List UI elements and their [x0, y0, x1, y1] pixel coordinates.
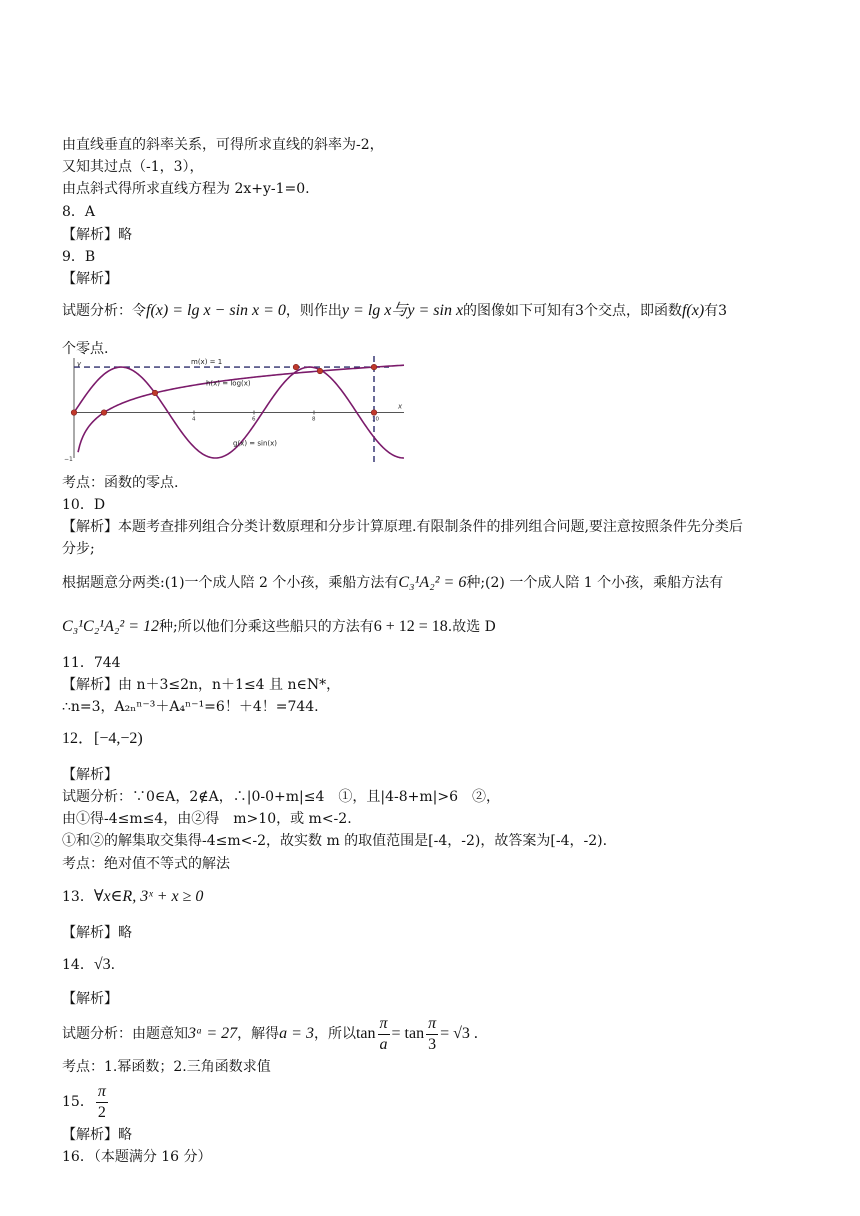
analysis-13: 【解析】略: [62, 925, 132, 941]
analysis-8: 【解析】略: [62, 227, 132, 243]
equation: a = 3: [279, 1025, 314, 1042]
answer-11: 11．744: [62, 655, 121, 671]
equation: ∀x∈R, 3ˣ + x ≥ 0: [93, 888, 204, 905]
text-segment: .: [110, 957, 116, 973]
text-segment: .故选 D: [447, 619, 496, 635]
equation: 6 + 12 = 18: [373, 618, 448, 635]
analysis-12-text: 由①得-4≤m≤4，由②得 m>10，或 m<-2.: [62, 811, 352, 827]
text-segment: 有3: [704, 303, 728, 319]
analysis-10: 【解析】本题考查排列组合分类计数原理和分步计算原理.有限制条件的排列组合问题,要注意按照条件先分类后: [62, 519, 743, 535]
keypoint-14: 考点：1.幂函数；2.三角函数求值: [62, 1059, 271, 1075]
text-segment: 试题分析：由题意知: [62, 1026, 188, 1042]
series-label-h: h(x) = log(x): [206, 379, 251, 388]
fraction: [96, 1082, 108, 1123]
series-label-g: g(x) = sin(x): [233, 439, 277, 448]
equation: tan: [355, 1025, 376, 1042]
intersection-point: [101, 410, 107, 416]
denominator: 3: [428, 1035, 437, 1053]
denominator: 2: [97, 1103, 106, 1121]
equation: C₃¹A₂² = 6: [398, 574, 467, 591]
analysis-12-text: ①和②的解集取交集得-4≤m<-2，故实数 m 的取值范围是[-4，-2)，故答案为[-4，-2).: [62, 833, 608, 849]
analysis-9-text-2: 个零点.: [62, 341, 109, 357]
intersection-point: [293, 364, 299, 370]
numerator: π: [96, 1082, 108, 1103]
analysis-9-text: [62, 302, 727, 320]
answer-13: [62, 888, 203, 906]
y-tick-label: −1: [64, 456, 73, 463]
analysis-12-text: 试题分析：∵0∈A，2∉A，∴|0-0+m|≤4 ①，且|4-8+m|>6 ②，: [62, 789, 501, 805]
analysis-10-cont: 分步;: [62, 541, 95, 557]
fraction: [426, 1014, 438, 1055]
text-line: 又知其过点（-1，3），: [62, 159, 204, 175]
text-segment: 13．: [62, 889, 94, 905]
intersection-point: [152, 390, 158, 396]
text-segment: ，所以: [313, 1026, 356, 1042]
analysis-14-text: [62, 1012, 478, 1056]
y-axis-label: y: [77, 360, 82, 368]
series-label-m: m(x) = 1: [191, 358, 223, 367]
keypoint-9: 考点：函数的零点.: [62, 475, 179, 491]
text-segment: 试题分析：令: [62, 303, 146, 319]
fraction: [378, 1014, 390, 1055]
text-segment: 15．: [62, 1094, 94, 1110]
denominator: a: [379, 1035, 388, 1053]
text-segment: 种;所以他们分乘这些船只的方法有: [159, 619, 374, 635]
text-segment: ，解得: [237, 1026, 280, 1042]
equation: f(x) = lg x − sin x = 0: [146, 302, 286, 319]
text-segment: 根据题意分两类:(1)一个成人陪 2 个小孩，乘船方法有: [62, 575, 399, 591]
x-tick-label: 8: [312, 416, 316, 423]
answer-14: [62, 956, 115, 974]
x-tick-label: 4: [192, 416, 196, 423]
x-tick-label: 10: [372, 416, 379, 423]
analysis-11-result: ∴n=3，A₂ₙⁿ⁻³＋A₄ⁿ⁻¹=6！＋4！=744.: [62, 699, 319, 715]
analysis-9-heading: 【解析】: [62, 271, 118, 287]
answer-15: [62, 1080, 110, 1124]
text-segment: 的图像如下可知有3个交点，即函数: [463, 303, 682, 319]
text-line: 由点斜式得所求直线方程为 2x+y-1=0.: [62, 181, 310, 197]
analysis-15: 【解析】略: [62, 1127, 132, 1143]
equation: 3ᵃ = 27: [188, 1025, 238, 1042]
keypoint-12: 考点：绝对值不等式的解法: [62, 856, 230, 872]
answer-12: [62, 730, 143, 748]
equation: √3: [93, 956, 111, 973]
function-graph: [62, 352, 408, 464]
x-axis-label: x: [398, 402, 403, 411]
answer-8: 8．A: [62, 204, 96, 220]
numerator: π: [426, 1014, 438, 1035]
text-line: 由直线垂直的斜率关系，可得所求直线的斜率为-2，: [62, 137, 384, 153]
answer-10: 10．D: [62, 497, 106, 513]
text-segment: ，则作出: [285, 303, 342, 319]
equation: = tan: [391, 1025, 425, 1042]
analysis-10-case: [62, 574, 723, 592]
analysis-14-heading: 【解析】: [62, 991, 118, 1007]
intersection-point: [371, 364, 377, 370]
equation: 12．[−4,−2): [62, 730, 143, 747]
analysis-10-result: [62, 618, 496, 636]
x-tick-label: 6: [252, 416, 256, 423]
equation: C₃¹C₂¹A₂² = 12: [62, 618, 159, 635]
intersection-point: [71, 410, 77, 416]
equation: f(x): [681, 302, 705, 319]
text-segment: 种;(2) 一个成人陪 1 个小孩，乘船方法有: [466, 575, 724, 591]
answer-16: 16．（本题满分 16 分）: [62, 1149, 212, 1165]
analysis-11: 【解析】由 n＋3≤2n，n＋1≤4 且 n∈N*，: [62, 677, 341, 693]
numerator: π: [378, 1014, 390, 1035]
intersection-point: [317, 368, 323, 374]
equation: y = lg x与y = sin x: [341, 302, 464, 319]
text-segment: 14．: [62, 957, 94, 973]
analysis-12-heading: 【解析】: [62, 767, 118, 783]
answer-9: 9．B: [62, 249, 96, 265]
equation: = √3 .: [440, 1025, 478, 1042]
intersection-point: [371, 410, 377, 416]
